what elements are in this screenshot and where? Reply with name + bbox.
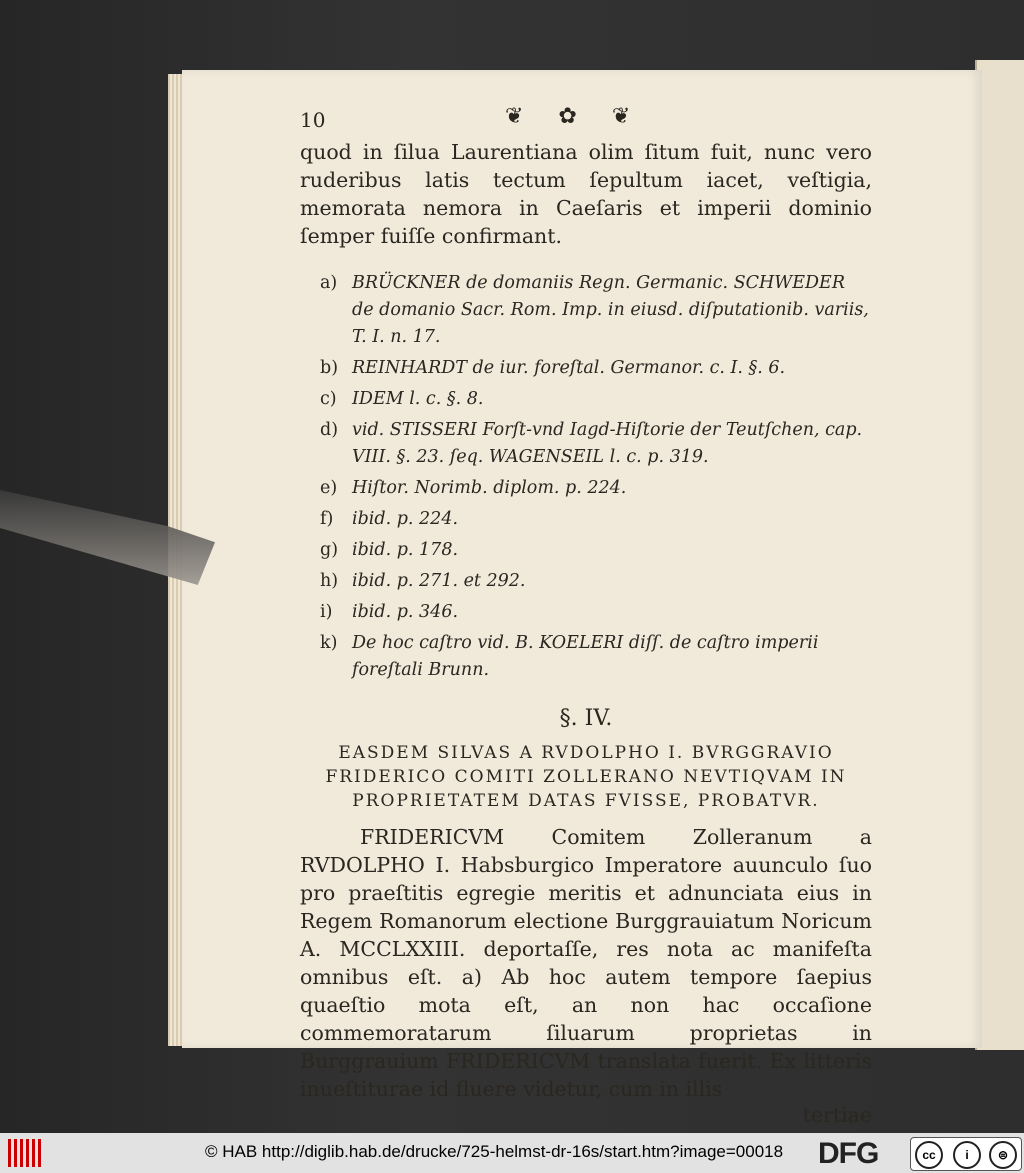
credit-link[interactable]: © HAB http://diglib.hab.de/drucke/725-helmst-dr-16s/start.htm?image=00018	[205, 1142, 784, 1161]
viewer-footer	[0, 1133, 1024, 1173]
page-number: 10	[300, 108, 326, 132]
footnote: h) ibid. p. 271. et 292.	[320, 571, 526, 591]
footnote: e) Hiſtor. Norimb. diplom. p. 224.	[320, 478, 627, 498]
dfg-logo: DFG	[818, 1137, 879, 1170]
by-icon: i	[953, 1141, 981, 1169]
footnote: k) De hoc caſtro vid. B. KOELERI diſſ. de caſtro imperii foreſtali Brunn.	[320, 633, 819, 680]
ornament-icon: ❦ ✿ ❦	[505, 104, 645, 129]
footnote: a) BRÜCKNER de domaniis Regn. Germanic. SCHWEDER de domanio Sacr. Rom. Imp. in eiusd. diſputationib. variis, T. I. n. 17.	[320, 273, 869, 347]
catchword: tertiae	[802, 1103, 872, 1127]
footnote: i) ibid. p. 346.	[320, 602, 459, 622]
footnotes	[300, 270, 872, 684]
page-content	[300, 104, 872, 1127]
facing-page-edge	[975, 60, 1024, 1050]
hab-logo-icon	[6, 1139, 46, 1167]
section-heading: EASDEM SILVAS A RVDOLPHO I. BVRGGRAVIO FRIDERICO COMITI ZOLLERANO NEVTIQVAM IN PROPRIETATEM DATAS FVISSE, PROBATVR.	[325, 743, 847, 811]
page-header	[300, 104, 872, 138]
footnote: g) ibid. p. 178.	[320, 540, 459, 560]
section-mark: §. IV.	[559, 706, 613, 731]
sa-icon: ⊜	[989, 1141, 1017, 1169]
cc-license-badge[interactable]	[910, 1137, 1022, 1171]
footnote: b) REINHARDT de iur. foreſtal. Germanor. c. I. §. 6.	[320, 358, 786, 378]
intro-paragraph: quod in ſilua Laurentiana olim ſitum fuit, nunc vero ruderibus latis tectum ſepultum iacet, veſtigia, memorata nemora in Caeſaris et imperii dominio ſemper fuiſſe confirmant.	[300, 140, 872, 248]
cc-icon: cc	[915, 1141, 943, 1169]
footnote: c) IDEM l. c. §. 8.	[320, 389, 484, 409]
main-paragraph: FRIDERICVM Comitem Zolleranum a RVDOLPHO I. Habsburgico Imperatore auunculo ſuo pro praeſtitis egregie meritis et adnunciata eius in Regem Romanorum electione Burggrauiatum Noricum A. MCCLXXIII. deportaſſe, res nota ac manifeſta omnibus eſt. a) Ab hoc autem tempore ſaepius quaeſtio mota eſt, an non hac occaſione commemoratarum ſiluarum proprietas in Burggrauium FRIDERICVM translata fuerit. Ex litteris inueſtiturae id fluere videtur, cum in illis	[300, 825, 872, 1101]
footnote: d) vid. STISSERI Forſt-vnd Iagd-Hiſtorie der Teutſchen, cap. VIII. §. 23. ſeq. WAGENSEIL l. c. p. 319.	[320, 420, 863, 467]
footnote: f) ibid. p. 224.	[320, 509, 459, 529]
